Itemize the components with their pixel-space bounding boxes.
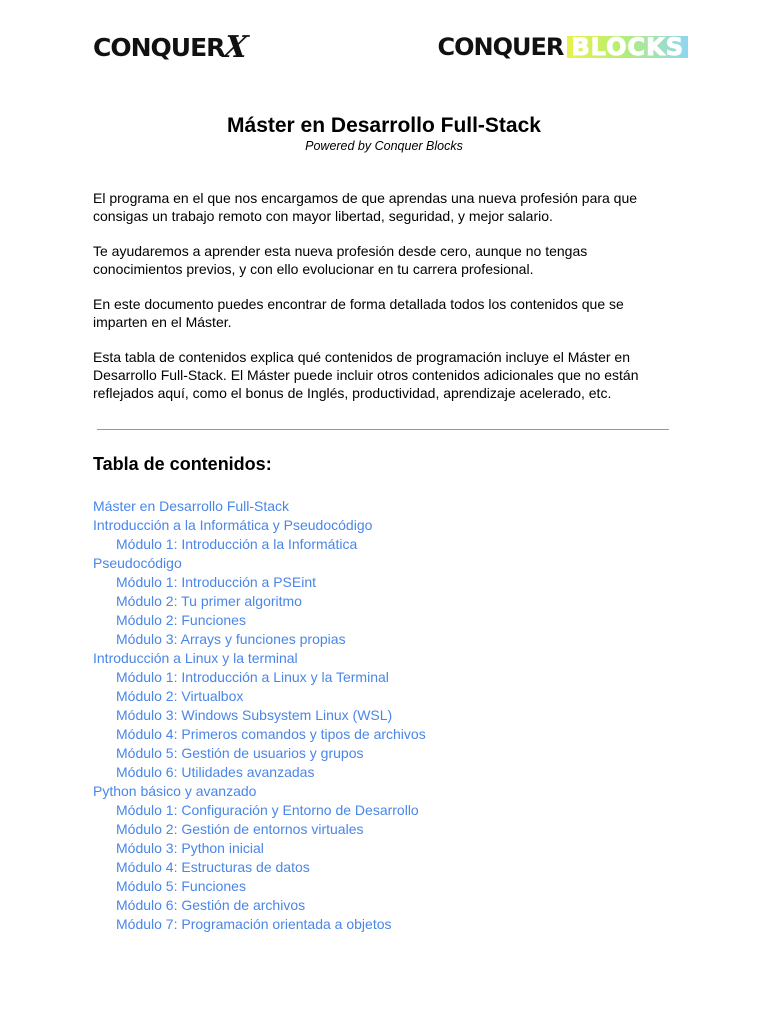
toc-link-module[interactable]: Módulo 1: Configuración y Entorno de Desarrollo (116, 802, 419, 818)
toc-link-module[interactable]: Módulo 2: Tu primer algoritmo (116, 593, 302, 609)
table-of-contents (93, 497, 426, 934)
conquer-blocks-logo-text: CONQUER (437, 33, 564, 61)
toc-link-module[interactable]: Módulo 6: Gestión de archivos (116, 897, 306, 913)
toc-link-module[interactable]: Módulo 2: Virtualbox (116, 688, 244, 704)
toc-link-module[interactable]: Módulo 2: Gestión de entornos virtuales (116, 821, 364, 837)
document-title: Máster en Desarrollo Full-Stack (227, 114, 541, 137)
toc-link-module[interactable]: Módulo 1: Introducción a la Informática (116, 536, 358, 552)
toc-link-module[interactable]: Módulo 7: Programación orientada a objetos (116, 916, 392, 932)
toc-link-intro-informatica[interactable]: Introducción a la Informática y Pseudocódigo (93, 517, 373, 533)
toc-link-module[interactable]: Módulo 4: Estructuras de datos (116, 859, 310, 875)
toc-link-module[interactable]: Módulo 3: Windows Subsystem Linux (WSL) (116, 707, 393, 723)
toc-link-pseudocodigo[interactable]: Pseudocódigo (93, 555, 182, 571)
conquer-blocks-logo-highlight: BLOCKS (567, 36, 688, 58)
toc-link-module[interactable]: Módulo 2: Funciones (116, 612, 246, 628)
toc-link-linux[interactable]: Introducción a Linux y la terminal (93, 650, 298, 666)
conquer-blocks-logo (437, 33, 688, 61)
toc-link-python[interactable]: Python básico y avanzado (93, 783, 257, 799)
toc-heading: Tabla de contenidos: (93, 454, 272, 474)
section-divider (97, 429, 669, 430)
toc-link-module[interactable]: Módulo 5: Funciones (116, 878, 246, 894)
toc-link-master[interactable]: Máster en Desarrollo Full-Stack (93, 498, 290, 514)
toc-link-module[interactable]: Módulo 4: Primeros comandos y tipos de archivos (116, 726, 426, 742)
toc-link-module[interactable]: Módulo 1: Introducción a Linux y la Terminal (116, 669, 389, 685)
toc-link-module[interactable]: Módulo 6: Utilidades avanzadas (116, 764, 315, 780)
toc-link-module[interactable]: Módulo 5: Gestión de usuarios y grupos (116, 745, 364, 761)
toc-link-module[interactable]: Módulo 3: Arrays y funciones propias (116, 631, 346, 647)
toc-link-module[interactable]: Módulo 1: Introducción a PSEint (116, 574, 317, 590)
conquerx-logo (93, 30, 250, 65)
conquerx-logo-mark: X (222, 30, 250, 65)
conquerx-logo-text: CONQUER (93, 33, 225, 62)
intro-paragraph-2: Te ayudaremos a aprender esta nueva profesión desde cero, aunque no tengas conocimientos previos, y con ello evolucionar en tu carrera profesional. (93, 243, 588, 277)
intro-paragraph-4: Esta tabla de contenidos explica qué contenidos de programación incluye el Máster en Desarrollo Full-Stack. El Máster puede incluir otros contenidos adicionales que no están reflejados aquí, como el bonus de Inglés, productividad, aprendizaje acelerado, etc. (93, 349, 639, 401)
intro-paragraph-1: El programa en el que nos encargamos de que aprendas una nueva profesión para que consigas un trabajo remoto con mayor libertad, seguridad, y mejor salario. (93, 190, 638, 224)
toc-link-module[interactable]: Módulo 3: Python inicial (116, 840, 264, 856)
document-subtitle: Powered by Conquer Blocks (305, 139, 463, 153)
intro-paragraph-3: En este documento puedes encontrar de forma detallada todos los contenidos que se imparten en el Máster. (93, 296, 624, 330)
